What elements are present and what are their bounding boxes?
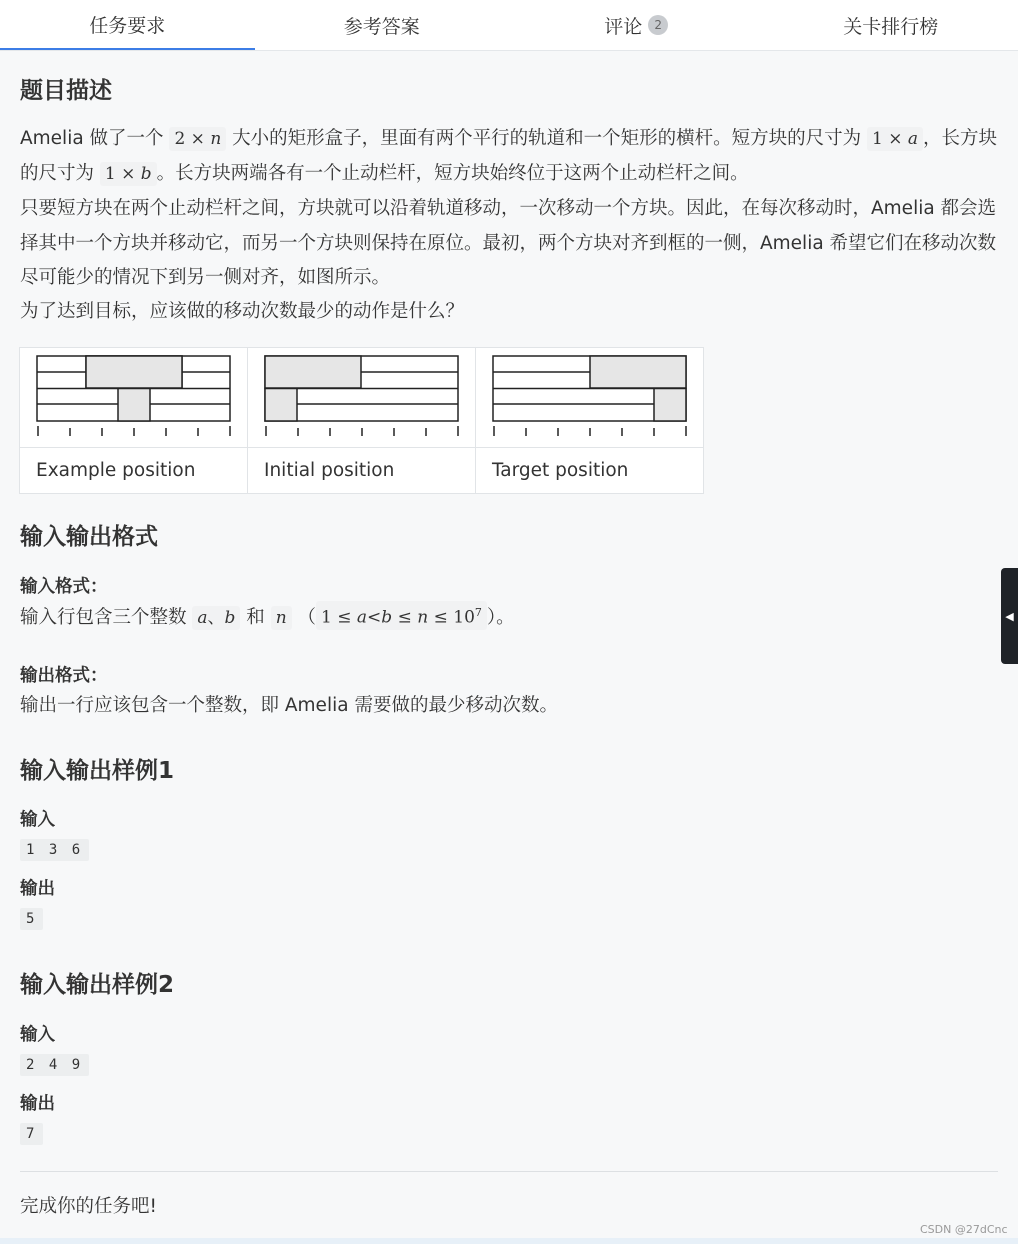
description-paragraph-1: [20, 122, 998, 191]
target-position-svg: [476, 348, 703, 443]
tab-task-requirements[interactable]: [0, 0, 255, 50]
math-var: b: [140, 163, 152, 184]
caret-left-icon: ◀: [1005, 609, 1014, 623]
math-n: [271, 606, 292, 630]
math-a-b: [192, 606, 240, 630]
math-1xb: [100, 162, 157, 186]
sample-2-input: 2 4 9: [20, 1054, 89, 1076]
text: 大小的矩形盒子，里面有两个平行的轨道和一个矩形的横杆。短方块的尺寸为: [226, 128, 868, 149]
text: 输入行包含三个整数: [20, 607, 193, 628]
collapse-panel-button[interactable]: [1001, 568, 1018, 664]
math-part: 、: [207, 608, 225, 628]
math-1xa: [867, 127, 923, 151]
input-format-text: [20, 601, 998, 636]
sample-2-output: 7: [20, 1123, 43, 1145]
watermark: CSDN @27dCnc: [920, 1223, 1008, 1236]
description-paragraph-3: 为了达到目标，应该做的移动次数最少的动作是什么？: [20, 301, 465, 322]
initial-position-label: Initial position: [248, 448, 476, 494]
initial-position-svg: [248, 348, 475, 443]
example-position-svg: [20, 348, 247, 443]
sample-1-input: 1 3 6: [20, 839, 89, 861]
description-paragraph-2: 只要短方块在两个止动栏杆之间，方块就可以沿着轨道移动，一次移动一个方块。因此，在每次移动时，Amelia 都会选择其中一个方块并移动它，而另一个方块则保持在原位。最初，两个方块对齐到框的一侧，Amelia 希望它们在移动次数尽可能少的情况下到另一侧对齐，如图所示。: [20, 198, 997, 288]
initial-position-diagram: [248, 348, 476, 448]
math-var: b: [224, 608, 236, 628]
math-var: a: [907, 129, 919, 149]
sample-1-output: 5: [20, 908, 43, 930]
text: ）。: [486, 607, 515, 628]
text: 和: [240, 607, 271, 628]
math-exponent: 7: [474, 606, 482, 620]
tab-reference-answer[interactable]: [255, 0, 510, 50]
sample-1-heading: 输入输出样例1: [20, 758, 175, 784]
example-position-label: Example position: [20, 448, 248, 494]
sample-2-output-label: 输出: [20, 1094, 55, 1114]
sample-2-input-label: 输入: [20, 1025, 55, 1045]
output-format-text: 输出一行应该包含一个整数，即 Amelia 需要做的最少移动次数。: [20, 695, 558, 716]
math-2xn: [169, 127, 226, 151]
math-var: b: [381, 608, 393, 628]
target-position-label: Target position: [476, 448, 704, 494]
math-var: n: [417, 608, 429, 628]
description-heading: 题目描述: [20, 78, 112, 104]
tab-label: 任务要求: [89, 14, 166, 37]
sample-2-heading: 输入输出样例2: [20, 972, 175, 998]
tab-label: 参考答案: [343, 15, 420, 38]
target-position-diagram: [476, 348, 704, 448]
tab-comments[interactable]: [509, 0, 764, 50]
tab-label: 关卡排行榜: [843, 15, 939, 38]
math-part: ≤: [392, 608, 418, 628]
math-part: <: [367, 608, 382, 628]
tab-leaderboard[interactable]: [764, 0, 1018, 50]
content-divider: [20, 1171, 998, 1172]
output-format-label: 输出格式：: [20, 666, 108, 686]
sample-1-input-label: 输入: [20, 810, 55, 830]
text: 。长方块两端各有一个止动栏杆，短方块始终位于这两个止动栏杆之间。: [156, 162, 749, 184]
input-format-label: 输入格式：: [20, 577, 108, 597]
sample-1-output-label: 输出: [20, 879, 55, 899]
math-var: a: [356, 608, 368, 628]
math-part: 1 ×: [872, 129, 908, 149]
math-constraint: [316, 601, 487, 630]
text: （: [291, 607, 317, 628]
text: Amelia 做了一个: [20, 128, 170, 149]
math-part: 2 ×: [174, 129, 211, 149]
math-part: 1 ≤: [321, 608, 357, 628]
math-var: n: [210, 129, 222, 149]
math-part: ≤ 10: [428, 608, 475, 628]
position-figure-table: [19, 347, 704, 494]
tab-label: 评论: [604, 15, 643, 38]
io-format-heading: 输入输出格式: [20, 524, 158, 550]
text: ，长方块的尺寸为: [20, 128, 998, 184]
comment-count-badge: 2: [648, 15, 668, 35]
math-part: 1 ×: [104, 163, 141, 184]
bottom-bar: [0, 1238, 1018, 1244]
math-var: n: [275, 608, 287, 628]
footer-prompt: 完成你的任务吧!: [20, 1196, 157, 1217]
example-position-diagram: [20, 348, 248, 448]
tab-bar: [0, 0, 1018, 51]
math-var: a: [197, 608, 208, 628]
